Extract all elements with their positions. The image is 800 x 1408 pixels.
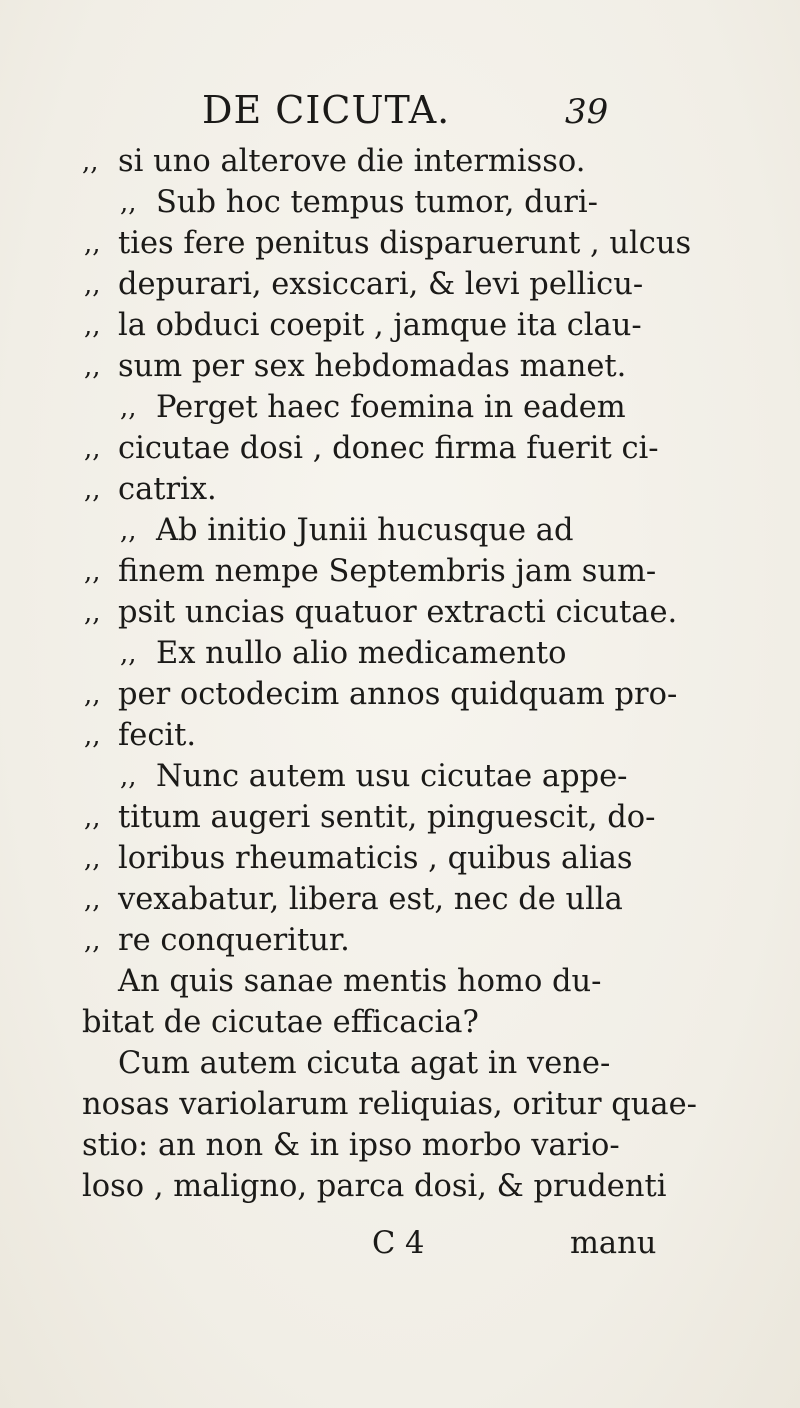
- quote-mark: ,,: [84, 557, 101, 587]
- line-text: loso , maligno, parca dosi, & prudenti: [82, 1169, 667, 1204]
- line-text: la obduci coepit , jamque ita clau-: [118, 308, 642, 343]
- line-text: cicutae dosi , donec firma fuerit ci-: [118, 431, 659, 466]
- quote-mark: ,,: [84, 270, 101, 300]
- line-text: titum augeri sentit, pinguescit, do-: [118, 800, 656, 835]
- quote-mark: ,,: [84, 844, 101, 874]
- line-text: loribus rheumaticis , quibus alias: [118, 841, 633, 876]
- text-line: [0, 1124, 800, 1168]
- line-text: depurari, exsiccari, & levi pellicu-: [118, 267, 644, 302]
- line-text: An quis sanae mentis homo du-: [118, 964, 602, 999]
- quote-mark: ,,: [84, 926, 101, 956]
- line-text: Nunc autem usu cicutae appe-: [156, 759, 628, 794]
- signature-mark: C 4: [372, 1226, 425, 1261]
- line-text: si uno alterove die intermisso.: [118, 144, 586, 179]
- line-text: sum per sex hebdomadas manet.: [118, 349, 627, 384]
- line-text: stio: an non & in ipso morbo vario-: [82, 1128, 620, 1163]
- text-line: [0, 1042, 800, 1086]
- text-line: [0, 427, 800, 471]
- quote-mark: ,,: [120, 516, 137, 546]
- running-title: DE CICUTA.: [202, 88, 451, 132]
- text-line: [0, 591, 800, 635]
- quote-mark: ,,: [84, 229, 101, 259]
- quote-mark: ,,: [82, 147, 99, 177]
- quote-mark: ,,: [84, 803, 101, 833]
- text-line: [0, 1165, 800, 1209]
- line-text: nosas variolarum reliquias, oritur quae-: [82, 1087, 697, 1122]
- page-number: 39: [565, 92, 609, 132]
- line-text: bitat de cicutae efficacia?: [82, 1005, 479, 1040]
- text-line: [0, 140, 800, 184]
- quote-mark: ,,: [120, 762, 137, 792]
- quote-mark: ,,: [84, 311, 101, 341]
- line-text: ties fere penitus disparuerunt , ulcus: [118, 226, 692, 261]
- line-text: vexabatur, libera est, nec de ulla: [118, 882, 623, 917]
- quote-mark: ,,: [120, 393, 137, 423]
- text-line: [0, 263, 800, 307]
- line-text: Ex nullo alio medicamento: [156, 636, 567, 671]
- quote-mark: ,,: [120, 639, 137, 669]
- quote-mark: ,,: [120, 188, 137, 218]
- text-line: [0, 1083, 800, 1127]
- line-text: fecit.: [118, 718, 197, 753]
- text-line: [0, 755, 800, 799]
- line-text: psit uncias quatuor extracti cicutae.: [118, 595, 678, 630]
- text-line: [0, 796, 800, 840]
- text-line: [0, 386, 800, 430]
- line-text: catrix.: [118, 472, 217, 507]
- text-line: [0, 468, 800, 512]
- text-line: [0, 878, 800, 922]
- text-line: [0, 632, 800, 676]
- line-text: Perget haec foemina in eadem: [156, 390, 626, 425]
- text-line: [0, 345, 800, 389]
- line-text: per octodecim annos quidquam pro-: [118, 677, 678, 712]
- text-line: [0, 222, 800, 266]
- quote-mark: ,,: [84, 680, 101, 710]
- text-line: [0, 509, 800, 553]
- quote-mark: ,,: [84, 352, 101, 382]
- catchword: manu: [570, 1226, 657, 1261]
- text-line: [0, 550, 800, 594]
- line-text: finem nempe Septembris jam sum-: [118, 554, 657, 589]
- quote-mark: ,,: [84, 598, 101, 628]
- text-line: [0, 714, 800, 758]
- line-text: re conqueritur.: [118, 923, 350, 958]
- text-line: [0, 919, 800, 963]
- page-header: [0, 86, 800, 134]
- quote-mark: ,,: [84, 721, 101, 751]
- quote-mark: ,,: [84, 475, 101, 505]
- text-line: [0, 837, 800, 881]
- text-line: [0, 181, 800, 225]
- text-line: [0, 960, 800, 1004]
- line-text: Sub hoc tempus tumor, duri-: [156, 185, 598, 220]
- quote-mark: ,,: [84, 434, 101, 464]
- line-text: Ab initio Junii hucusque ad: [156, 513, 574, 548]
- text-line: [0, 1001, 800, 1045]
- text-line: [0, 673, 800, 717]
- page-footer: [0, 1222, 800, 1266]
- line-text: Cum autem cicuta agat in vene-: [118, 1046, 611, 1081]
- text-line: [0, 304, 800, 348]
- quote-mark: ,,: [84, 885, 101, 915]
